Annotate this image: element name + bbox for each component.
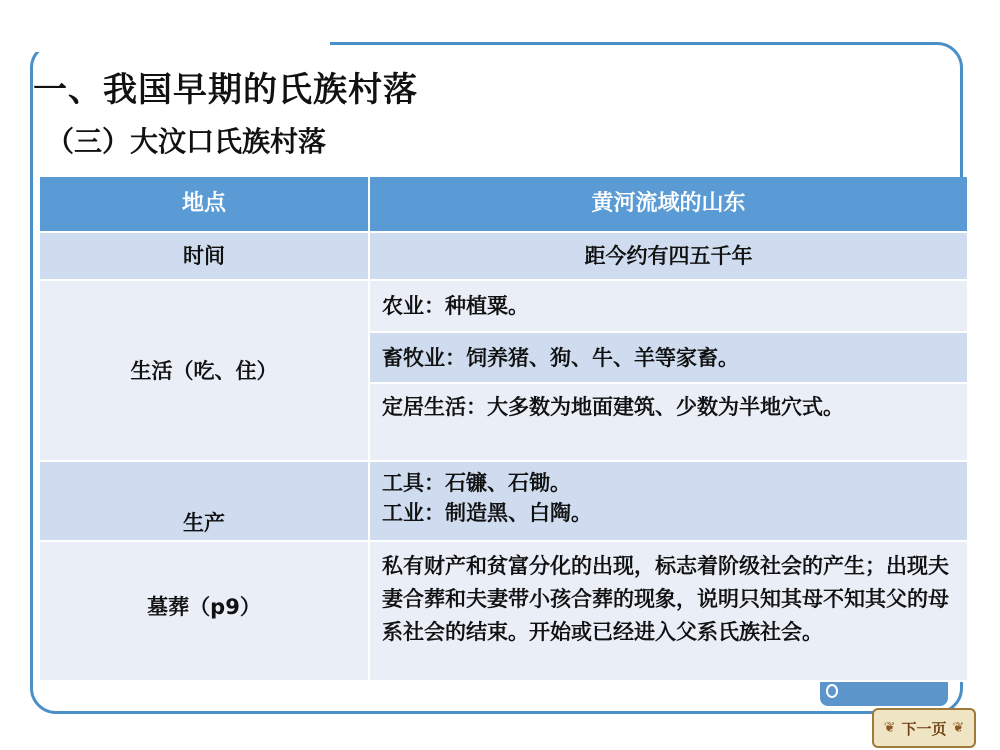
header-value-cell: 黄河流域的山东: [370, 177, 969, 233]
burial-label-cell: 墓葬（p9）: [40, 542, 370, 682]
burial-text-cell: 私有财产和贫富分化的出现，标志着阶级社会的产生；出现夫妻合葬和夫妻带小孩合葬的现象，说明只知其母不知其父的母系社会的结束。开始或已经进入父系氏族社会。: [370, 542, 969, 682]
life-label-cell: 生活（吃、住）: [40, 281, 370, 462]
time-value-cell: 距今约有四五千年: [370, 233, 969, 281]
scroll-ornament-icon: ❦: [952, 720, 965, 736]
page-title: 一、我国早期的氏族村落: [33, 70, 418, 110]
next-page-label: 下一页: [901, 719, 947, 738]
frame-dot-icon: [826, 684, 838, 698]
production-items-cell: [370, 462, 969, 542]
frame-gap: [34, 30, 330, 52]
life-item-settlement: 定居生活：大多数为地面建筑、少数为半地穴式。: [370, 384, 969, 462]
next-page-button[interactable]: [872, 708, 976, 748]
page-subtitle: （三）大汶口氏族村落: [46, 125, 327, 158]
info-table: [40, 177, 969, 682]
time-label-cell: 时间: [40, 233, 370, 281]
production-label-cell: 生产: [40, 462, 370, 542]
scroll-ornament-icon: ❦: [883, 720, 896, 736]
life-item-agriculture: 农业：种植粟。: [370, 281, 969, 333]
life-item-husbandry: 畜牧业：饲养猪、狗、牛、羊等家畜。: [370, 333, 969, 384]
production-item-industry: 工业：制造黑、白陶。: [382, 501, 592, 525]
header-label-cell: 地点: [40, 177, 370, 233]
production-item-tools: 工具：石镰、石锄。: [382, 471, 571, 495]
